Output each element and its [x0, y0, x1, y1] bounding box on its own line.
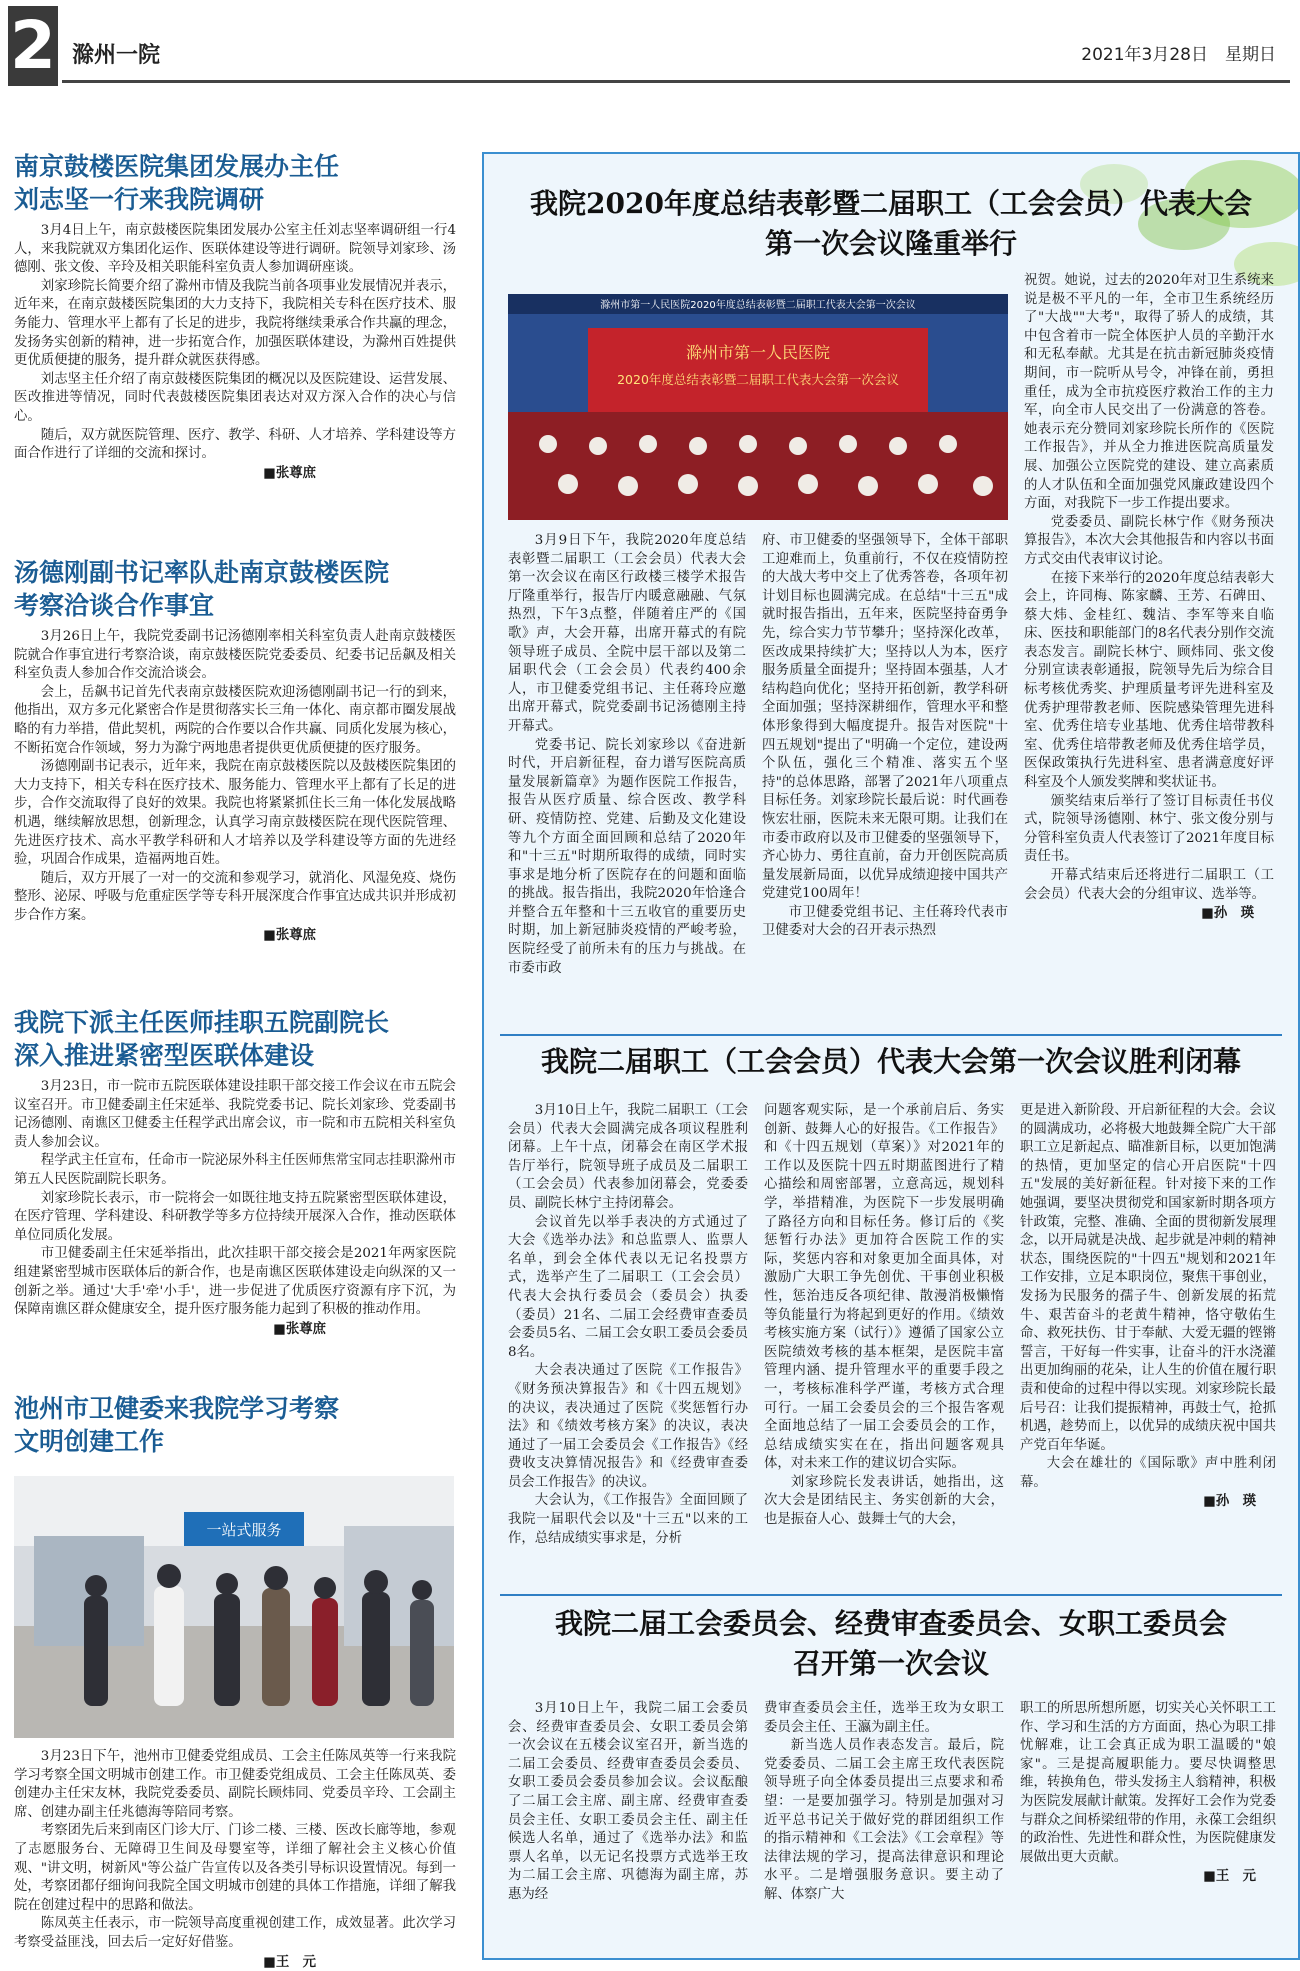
s2-column-b: 问题客观实际，是一个承前启后、务实创新、鼓舞人心的好报告。《工作报告》和《十四五规划（草案）》对2021年的工作以及医院十四五时期蓝图进行了精心描绘和周密部署，立意高远，规划科学，举措精准，为医院下一步发展明确了路径方向和目标任务。修订后的《奖惩暂行办法》更加符合医院工作的实际，奖惩内容和对象更加全面具体，对激励广大职工争先创优、干事创业积极性，惩治违反各项纪律、散漫消极懒惰等负能量行为将起到更好的作用。《绩效考核实施方案（试行）》遵循了国家公立医院绩效考核的基本框架，是医院丰富管理内涵、提升管理水平的重要手段之一，考核标准科学严谨，考核方式合理可行。一届工会委员会的三个报告客观全面地总结了一届工会委员会的工作，总结成绩实实在在，指出问题客观具体，对未来工作的建议切合实际。 刘家珍院长发表讲话，她指出，这次大会是团结民主、务实创新的大会，也是振奋人心、鼓舞士气的大会， [764, 1103, 1004, 1528]
header-rule [62, 80, 1290, 83]
page-header [0, 0, 1300, 96]
lobby-sign-text: 一站式服务 [206, 1521, 282, 1539]
issue-date: 2021年3月28日 星期日 [1081, 45, 1276, 65]
congress-hall-image [508, 294, 1008, 520]
s1-column-a: 3月9日下午，我院2020年度总结表彰暨二届职工（工会会员）代表大会第一次会议在南区行政楼三楼学术报告厅隆重举行，报告厅内暖意融融、气氛热烈，下午3点整，伴随着庄严的《国歌》声，大会开幕，出席开幕式的有院领导班子成员、全院中层干部以及第二届职代会（工会会员）代表约400余人，市卫健委党组书记、主任蒋玲应邀出席开幕式，院党委副书记汤德刚主持开幕式。 党委书记、院长刘家珍以《奋进新时代，开启新征程，奋力谱写医院高质量发展新篇章》为题作医院工作报告，报告从医疗质量、综合医改、教学科研、疫情防控、党建、后勤及文化建设等九个方面全面回顾和总结了2020年和"十三五"时期所取得的成绩，同时实事求是地分析了医院存在的问题和面临的挑战。报告指出，我院2020年恰逢合并整合五年整和十三五收官的重要历史时期，加上新冠肺炎疫情的严峻考验，医院经受了前所未有的压力与挑战。在市委市政 [508, 533, 746, 976]
section-name: 滁州一院 [72, 43, 161, 68]
s3-column-b: 费审查委员会主任，选举王玫为女职工委员会主任、王瀛为副主任。 新当选人员作表态发言。最后，院党委委员、二届工会主席王玫代表医院领导班子向全体委员提出三点要求和希望：一是要加强学习。特别是加强对习近平总书记关于做好党的群团组织工作的指示精神和《工会法》《工会章程》等法律法规的学习，提高法律意识和理论水平。二是增强服务意识。要主动了解、体察广大 [764, 1701, 1004, 1902]
hospital-lobby-image [14, 1476, 454, 1738]
article-chizhou-body [14, 1748, 456, 1971]
section-divider [500, 1594, 1282, 1596]
s1-column-b: 府、市卫健委的坚强领导下，全体干部职工迎难而上，负重前行，不仅在疫情防控的大战大考中交上了优秀答卷，各项年初计划目标也圆满完成。在总结"十三五"成就时报告指出，五年来，医院坚持奋勇争先，综合实力节节攀升；坚持深化改革，医改成果持续扩大；坚持以人为本，医疗服务质量全面提升；坚持固本强基，人才结构趋向优化；坚持开拓创新，教学科研全面加强；坚持深耕细作，管理水平和整体形象得到大幅度提升。报告对医院"十四五规划"提出了"明确一个定位，建设两个队伍，强化三个精准、落实五个坚持"的总体思路，部署了2021年八项重点目标任务。刘家珍院长最后说：时代画卷恢宏壮丽，医院未来无限可期。让我们在市委市政府以及市卫健委的坚强领导下，齐心协力、勇往直前，奋力开创医院高质量发展新局面，以优异成绩迎接中国共产党建党100周年！ 市卫健委党组书记、主任蒋玲代表市卫健委对大会的召开表示热烈 [762, 533, 1008, 939]
article-body: 3月26日上午，我院党委副书记汤德刚率相关科室负责人赴南京鼓楼医院就合作事宜进行考察洽谈，南京鼓楼医院党委委员、纪委书记岳飙及相关科室负责人参加合作交流洽谈会。 会上，岳飙书记首先代表南京鼓楼医院欢迎汤德刚副书记一行的到来，他指出，双方多元化紧密合作是贯彻落实长三角一体化、南京都市圈发展战略的有力举措，借此契机，两院的合作要以合作共赢、同质化发展为核心，不断拓宽合作领域，努力为滁宁两地患者提供更优质便捷的医疗服务。 汤德刚副书记表示，近年来，我院在南京鼓楼医院以及鼓楼医院集团的大力支持下，相关专科在医疗技术、服务能力、管理水平上都有了长足的进步，合作交流取得了良好的效果。我院也将紧紧抓住长三角一体化发展战略机遇，继续解放思想，创新理念，认真学习南京鼓楼医院在现代医院管理、先进医疗技术、高水平教学科研和人才培养以及学科建设等方面的先进经验，巩固合作成果，造福两地百姓。 随后，双方开展了一对一的交流和参观学习，就消化、风湿免疫、烧伤整形、泌尿、呼吸与危重症医学等专科开展深度合作事宜达成共识并形成初步合作方案。 ■张尊庶 [14, 629, 456, 943]
article-title: 池州市卫健委来我院学习考察 文明创建工作 [14, 1394, 340, 1456]
article-title: 我院下派主任医师挂职五院副院长 深入推进紧密型医联体建设 [14, 1008, 390, 1070]
article-body: 3月23日，市一院市五院医联体建设挂职干部交接工作会议在市五院会议室召开。市卫健委副主任宋延举、我院党委书记、院长刘家珍、党委副书记汤德刚、南谯区卫健委主任程学武出席会议，市一院和市五院相关科室负责人参加会议。 程学武主任宣布，任命市一院泌尿外科主任医师焦常宝同志挂职滁州市第五人民医院副院长职务。 刘家珍院长表示，市一院将会一如既往地支持五院紧密型医联体建设，在医疗管理、学科建设、科研教学等多方位持续开展深入合作，推动医联体单位同质化发展。 市卫健委副主任宋延举指出，此次挂职干部交接会是2021年两家医院组建紧密型城市医联体后的新合作，也是南谯区医联体建设走向纵深的又一创新之举。通过'大手'牵'小手'，进一步促进了优质医疗资源有序下沉，为保障南谯区群众健康安全，提升医疗服务能力起到了积极的推动作用。 ■张尊庶 [14, 1079, 456, 1337]
byline: ■张尊庶 [263, 926, 316, 943]
s2-column-c: 更是进入新阶段、开启新征程的大会。会议的圆满成功，必将极大地鼓舞全院广大干部职工立足新起点、瞄准新目标，以更加饱满的热情，更加坚定的信心开启医院"十四五"发展的美好新征程。针对接下来的工作她强调，要坚决贯彻党和国家新时期各项方针政策，完整、准确、全面的贯彻新发展理念，以开局就是决战、起步就是冲刺的精神状态，围绕医院的"十四五"规划和2021年工作安排，立足本职岗位，聚焦干事创业，发扬为民服务的孺子牛、创新发展的拓荒牛、艰苦奋斗的老黄牛精神，恪守敬佑生命、救死扶伤、甘于奉献、大爱无疆的铿锵誓言，干好每一件实事，让奋斗的汗水浇灌出更加绚丽的花朵，让人生的价值在履行职责和使命的过程中得以实现。刘家珍院长最后号召：让我们提振精神，再鼓士气，抢抓机遇，趁势而上，以优异的成绩庆祝中国共产党百年华诞。 大会在雄壮的《国际歌》声中胜利闭幕。 ■孙 瑛 [1020, 1103, 1276, 1510]
congress-feature-panel [482, 152, 1300, 1960]
s3-column-a: 3月10日上午，我院二届工会委员会、经费审查委员会、女职工委员会第一次会议在五楼会议室召开，新当选的二届工会委员、经费审查委员会委员、女职工委员会委员参加会议。会议酝酿了二届工会主席、副主席、经费审查委员会主任、女职工委员会主任、副主任候选人名单，通过了《选举办法》和监票人名单，以无记名投票方式选举王玫为二届工会主席、巩德海为副主席，苏惠为经 [508, 1701, 748, 1902]
section3-title: 我院二届工会委员会、经费审查委员会、女职工委员会 召开第一次会议 [554, 1607, 1227, 1680]
page-number: 2 [8, 6, 58, 86]
byline: ■孙 瑛 [1203, 1493, 1256, 1510]
article-chizhou-visit [14, 1392, 456, 1464]
byline: ■孙 瑛 [1201, 905, 1254, 922]
s2-column-a: 3月10日上午，我院二届职工（工会会员）代表大会圆满完成各项议程胜利闭幕。上午十点，闭幕会在南区学术报告厅举行，院领导班子成员及二届职工（工会会员）代表参加闭幕会，党委委员、副院长林宁主持闭幕会。 会议首先以举手表决的方式通过了大会《选举办法》和总监票人、监票人名单，到会全体代表以无记名投票方式，选举产生了二届职工（工会会员）代表大会执行委员会（委员会）执委（委员）21名、二届工会经费审查委员会委员5名、二届工会女职工委员会委员8名。 大会表决通过了医院《工作报告》《财务预决算报告》和《十四五规划》的决议，表决通过了医院《奖惩暂行办法》和《绩效考核方案》的决议，表决通过了一届工会委员会《工作报告》《经费收支决算情况报告》和《经费审查委员会工作报告》的决议。 大会认为，《工作报告》全面回顾了我院一届职代会以及"十三五"以来的工作，总结成绩实事求是，分析 [508, 1103, 748, 1546]
section1-title: 我院2020年度总结表彰暨二届职工（工会会员）代表大会 第一次会议隆重举行 [530, 187, 1252, 260]
byline: ■王 元 [1203, 1868, 1256, 1885]
article-fifth-hospital [14, 1006, 456, 1338]
byline: ■张尊庶 [263, 464, 316, 481]
article-gulou-research [14, 150, 456, 482]
visit-photo [14, 1476, 454, 1738]
article-body: 3月23日下午，池州市卫健委党组成员、工会主任陈凤英等一行来我院学习考察全国文明城市创建工作。市卫健委党组成员、工会主任陈凤英、委创建办主任宋友林，我院党委委员、副院长顾炜同、党委员辛玲、工会副主席、创建办副主任兆德海等陪同考察。 考察团先后来到南区门诊大厅、门诊二楼、三楼、医改长廊等地，参观了志愿服务台、无障碍卫生间及母婴室等，详细了解社会主义核心价值观、"讲文明，树新风"等公益广告宣传以及各类引导标识设置情况。每到一处，考察团都仔细询问我院全国文明城市创建的具体工作措施，详细了解我院在创建过程中的思路和做法。 陈凤英主任表示，市一院领导高度重视创建工作，成效显著。此次学习考察受益匪浅，回去后一定好好借鉴。 ■王 元 [14, 1749, 456, 1970]
article-title: 南京鼓楼医院集团发展办主任 刘志坚一行来我院调研 [14, 152, 340, 214]
s3-column-c: 职工的所思所想所愿，切实关心关怀职工工作、学习和生活的方方面面，热心为职工排忧解难，让工会真正成为职工温暖的"娘家"。三是提高履职能力。要尽快调整思维，转换角色，带头发扬主人翁精神，积极为医院发展献计献策。发挥好工会作为党委与群众之间桥梁纽带的作用，永葆工会组织的政治性、先进性和群众性，为医院健康发展做出更大贡献。 ■王 元 [1020, 1701, 1276, 1885]
article-title: 汤德刚副书记率队赴南京鼓楼医院 考察洽谈合作事宜 [14, 558, 390, 620]
byline: ■王 元 [263, 1953, 316, 1970]
banner-text: 滁州市第一人民医院2020年度总结表彰暨二届职工代表大会第一次会议 [600, 300, 916, 311]
s1-column-c: 祝贺。她说，过去的2020年对卫生系统来说是极不平凡的一年，全市卫生系统经历了"大战""大考"，取得了骄人的成绩，其中包含着市一院全体医护人员的辛勤汗水和无私奉献。尤其是在抗击新冠肺炎疫情期间，市一院听从号令，冲锋在前，勇担重任，成为全市抗疫医疗救治工作的主力军，向全市人民交出了一份满意的答卷。她表示充分赞同刘家珍院长所作的《医院工作报告》，并从全力推进医院高质量发展、加强公立医院党的建设、建立高素质的人才队伍和全面加强党风廉政建设四个方面，对我院下一步工作提出要求。 党委委员、副院长林宁作《财务预决算报告》，本次大会其他报告和内容以书面方式交由代表审议讨论。 在接下来举行的2020年度总结表彰大会上，许同梅、陈家麟、王芳、石碑田、蔡大炜、金桂红、魏洁、李军等来自临床、医技和职能部门的8名代表分别作交流表态发言。副院长林宁、顾炜同、张文俊分别宣读表彰通报，院领导先后为综合目标考核优秀奖、护理质量考评先进科室及优秀护理带教老师、医院感染管理先进科室、优秀住培专业基地、优秀住培带教科室、优秀住培带教老师及优秀住培学员，医保政策执行先进科室、患者满意度好评科室及个人颁发奖牌和奖状证书。 颁奖结束后举行了签订目标责任书仪式，院领导汤德刚、林宁、张文俊分别与分管科室负责人代表签订了2021年度目标责任书。 开幕式结束后还将进行二届职工（工会会员）代表大会的分组审议、选举等。 ■孙 瑛 [1024, 273, 1274, 922]
section-divider [500, 1034, 1282, 1036]
screen-title-text: 2020年度总结表彰暨二届职工代表大会第一次会议 [617, 372, 899, 387]
byline: ■张尊庶 [273, 1320, 326, 1337]
article-body: 3月4日上午，南京鼓楼医院集团发展办公室主任刘志坚率调研组一行4人，来我院就双方集团化运作、医联体建设等进行调研。院领导刘家珍、汤德刚、张文俊、辛玲及相关职能科室负责人参加调研座谈。 刘家珍院长简要介绍了滁州市情及我院当前各项事业发展情况并表示，近年来，在南京鼓楼医院集团的大力支持下，我院相关专科在医疗技术、服务能力、管理水平上都有了长足的进步，我院将继续秉承合作共赢的理念，发扬务实创新的精神，进一步拓宽合作，加强医联体建设，为滁州百姓提供更优质便捷的服务，提升群众就医获得感。 刘志坚主任介绍了南京鼓楼医院集团的概况以及医院建设、运营发展、医改推进等情况，同时代表鼓楼医院集团表达对双方深入合作的决心与信心。 随后，双方就医院管理、医疗、教学、科研、人才培养、学科建设等方面合作进行了详细的交流和探讨。 ■张尊庶 [14, 223, 456, 481]
article-gulou-cooperation [14, 556, 456, 944]
screen-hospital-text: 滁州市第一人民医院 [685, 343, 831, 362]
section2-title: 我院二届职工（工会会员）代表大会第一次会议胜利闭幕 [540, 1045, 1241, 1078]
congress-stage-photo [508, 294, 1008, 520]
